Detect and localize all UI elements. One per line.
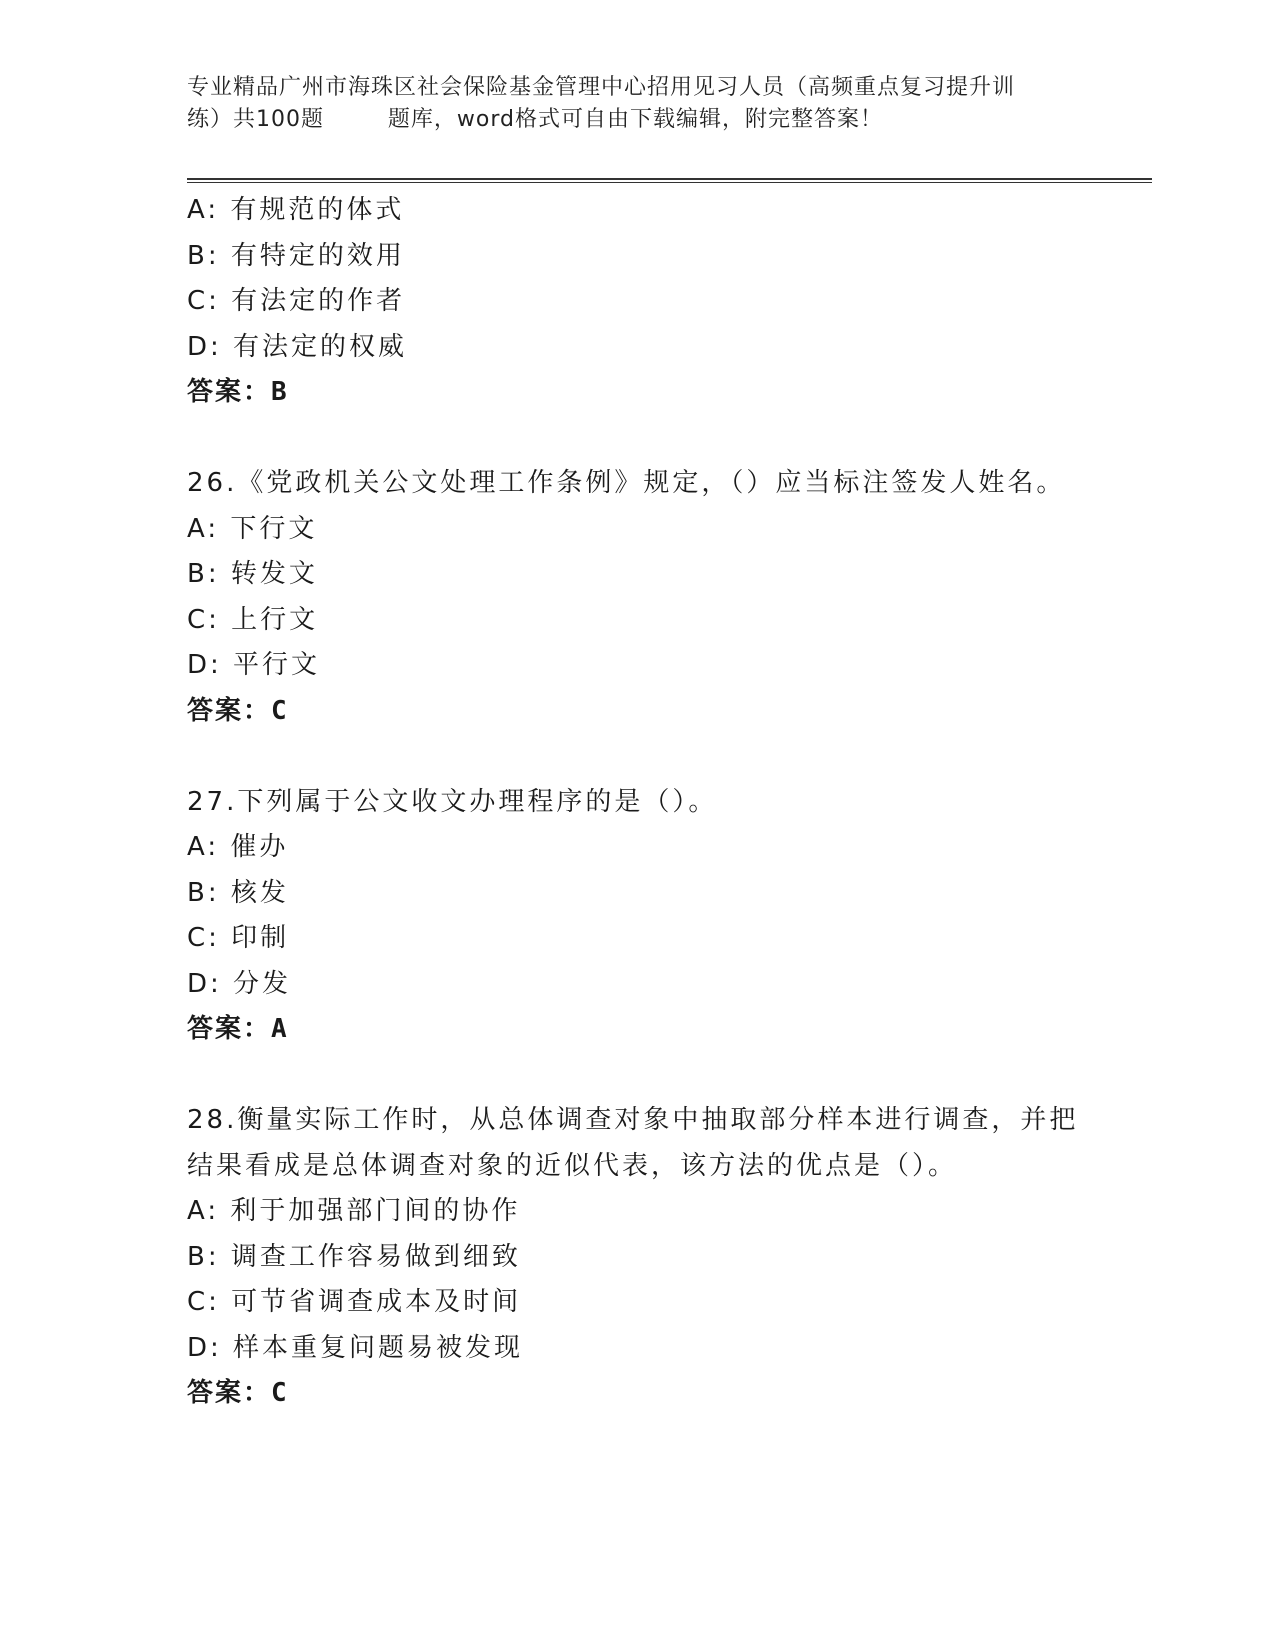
- answer-line: 答案：A: [187, 1014, 289, 1044]
- option-c: C: 有法定的作者: [187, 286, 406, 316]
- question-text: 26.《党政机关公文处理工作条例》规定，（）应当标注签发人姓名。: [187, 468, 1066, 498]
- option-c: C: 可节省调查成本及时间: [187, 1287, 522, 1317]
- option-b: B: 转发文: [187, 559, 318, 589]
- option-c: C: 上行文: [187, 604, 319, 635]
- option-d: D: 有法定的权威: [187, 331, 408, 362]
- option-a: A: 催办: [187, 832, 289, 862]
- question-list: [187, 188, 1147, 1417]
- question-25: [187, 188, 1147, 416]
- document-header: [187, 72, 1087, 136]
- spacer: [187, 1053, 1147, 1099]
- spacer: [187, 734, 1147, 780]
- question-text-line-1: 28.衡量实际工作时，从总体调查对象中抽取部分样本进行调查，并把: [187, 1105, 1079, 1135]
- option-b: B: 有特定的效用: [187, 240, 405, 271]
- option-d: D: 分发: [187, 968, 292, 999]
- question-28: [187, 1098, 1147, 1417]
- question-text: 27.下列属于公文收文办理程序的是（）。: [187, 786, 718, 817]
- header-line-2: 练）共100题 题库，word格式可自由下载编辑，附完整答案！: [187, 107, 884, 132]
- option-c: C: 印制: [187, 923, 290, 953]
- question-26: [187, 461, 1147, 734]
- header-divider-thin: [187, 182, 1152, 183]
- option-b: B: 核发: [187, 877, 289, 908]
- option-d: D: 样本重复问题易被发现: [187, 1332, 524, 1363]
- answer-line: 答案：B: [187, 377, 289, 407]
- spacer: [187, 416, 1147, 462]
- header-line-1: 专业精品广州市海珠区社会保险基金管理中心招用见习人员（高频重点复习提升训: [187, 75, 1016, 100]
- answer-line: 答案：C: [187, 695, 289, 726]
- question-27: [187, 780, 1147, 1053]
- option-a: A: 利于加强部门间的协作: [187, 1196, 521, 1226]
- question-text-line-2: 结果看成是总体调查对象的近似代表，该方法的优点是（）。: [187, 1150, 958, 1181]
- option-b: B: 调查工作容易做到细致: [187, 1241, 521, 1272]
- header-divider-thick: [187, 178, 1152, 180]
- option-a: A: 下行文: [187, 513, 318, 544]
- answer-line: 答案：C: [187, 1378, 289, 1408]
- option-d: D: 平行文: [187, 650, 321, 680]
- option-a: A: 有规范的体式: [187, 195, 405, 225]
